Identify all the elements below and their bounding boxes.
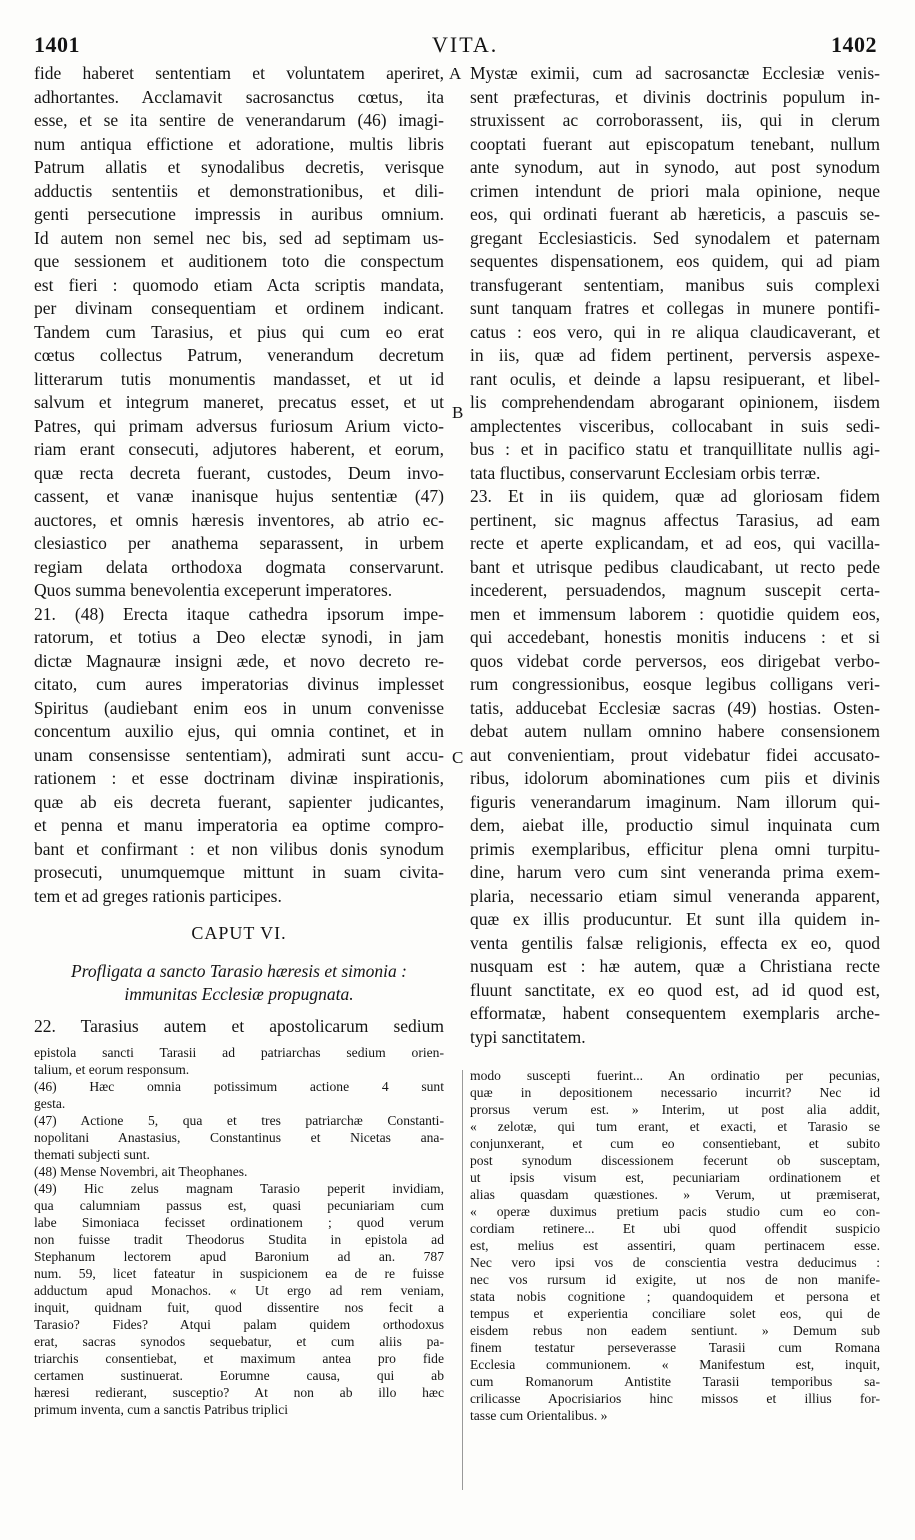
text-line: ante synodum, aut in synodo, aut post synodum xyxy=(470,157,880,177)
footnote-line: Tarasio? Fides? Atqui palam quidem orthodoxus xyxy=(34,1317,444,1332)
footnote-line: gesta. xyxy=(34,1096,66,1111)
running-title: VITA. xyxy=(432,32,499,57)
text-line: riam erant consecuti, adjutores haberent, et eorum, xyxy=(34,439,444,459)
text-line: regiam delata orthodoxa dogmata conservarunt. xyxy=(34,556,444,577)
text-line: catus : eos vero, qui in re aliqua claudicaverant, et xyxy=(470,321,880,342)
footnote-line: conjunxerant, et cum eo consentiebant, et subito xyxy=(470,1136,880,1151)
text-line: eos, qui ordinati fuerant ab hæreticis, a pascuis se- xyxy=(470,204,880,224)
footnote-line: prorsus verum est. » Interim, ut post alia addit, xyxy=(470,1102,880,1117)
text-line: Patrum allatis et synodalibus decretis, verisque xyxy=(34,157,444,177)
text-line: que sessionem et auditionem toto die conspectum xyxy=(34,251,444,271)
text-line: Mystæ eximii, cum ad sacrosanctæ Ecclesiæ venis- xyxy=(470,63,880,83)
page-number-right: 1402 xyxy=(831,32,877,57)
text-line: adductis sententiis et demonstrationibus, et dili- xyxy=(34,180,444,201)
text-line: Spiritus (audiebant enim eos in unum convenisse xyxy=(34,697,444,718)
text-line: citato, cum aures imperatorias divinus implesset xyxy=(34,674,444,694)
footnote-line: nopolitani Anastasius, Constantinus et Nicetas ana- xyxy=(34,1130,444,1145)
text-line: debat autem nullam omnino habere consensionem xyxy=(470,721,880,741)
text-line: unam consensisse sententiam), admirati sunt accu- xyxy=(34,744,444,765)
text-line: quos videbat corde perversos, eos dirigebat verbo- xyxy=(470,650,880,671)
text-line: ratorum, et totius a Deo electæ synodi, in jam xyxy=(34,627,444,647)
text-line: litterarum tutis monumentis mandasset, et ut id xyxy=(34,368,444,389)
footnote-line: crilicasse Apocrisiarios hinc missos et illius for- xyxy=(470,1391,880,1406)
footnote-line: erat, sacras synodos sequebatur, et cum aliis pa- xyxy=(34,1334,444,1349)
text-line: cassent, et vanæ inanisque hujus sententiæ (47) xyxy=(34,486,444,506)
left-footnotes xyxy=(34,1044,444,1418)
text-line: in iis, quæ ad fidem pertinent, perversis aspexe- xyxy=(470,345,880,365)
section-22-opening: 22. Tarasius autem et apostolicarum sedium xyxy=(34,1015,444,1036)
spacer xyxy=(470,1049,880,1067)
text-line: incederent, persuadendos, magnum suscepit certa- xyxy=(470,580,880,600)
text-line: sent præfecturas, et divinis doctrinis populum in- xyxy=(470,86,880,107)
left-column xyxy=(34,62,444,1418)
text-line: et penna et manu imperatoria ea optime compro- xyxy=(34,815,444,835)
text-line: lis comprehendendam abrogarant opinionem, iisdem xyxy=(470,392,880,412)
text-line: bant et confirmant : et non vilibus donis synodum xyxy=(34,838,444,859)
footnote-line: labe Simoniaca fecisset ordinationem ; quod verum xyxy=(34,1215,444,1230)
text-line: concentum auxilio ejus, qui omnia continet, et in xyxy=(34,721,444,741)
text-line: amplectentes visceribus, collocabant in suis sedi- xyxy=(470,415,880,436)
margin-letter-a: A xyxy=(449,64,462,83)
text-line: pertinent, sic magnus affectus Tarasius, ad eam xyxy=(470,509,880,530)
footnote-line: Ecclesia communionem. « Manifestum est, inquit, xyxy=(470,1357,880,1372)
text-line: Id autem non semel nec bis, sed ad septimam us- xyxy=(34,227,444,248)
footnote-line: themati subjecti sunt. xyxy=(34,1147,150,1162)
footnote-line: finem testatur perseverasse Tarasii cum Romana xyxy=(470,1340,880,1355)
text-line: ribus, idolorum abominationes cum piis et divinis xyxy=(470,768,880,788)
footnote-line: tasse cum Orientalibus. » xyxy=(470,1408,608,1423)
text-line: transfugerant sententiam, manibus suis complexi xyxy=(470,274,880,295)
spacer xyxy=(34,946,444,960)
footnote-line: post synodum discessionem fecerunt ob susceptam, xyxy=(470,1153,880,1168)
text-line: quæ recta decreta fuerant, custodes, Deum invo- xyxy=(34,462,444,483)
text-line: tem et ad greges rationis participes. xyxy=(34,885,282,906)
chapter-summary-line: immunitas Ecclesiæ propugnata. xyxy=(124,984,354,1004)
margin-letter-c: C xyxy=(452,748,464,767)
text-line: dine, harum vero cum sint veneranda prima exem- xyxy=(470,862,880,882)
footnote-line: « zelotæ, qui tum erant, et exacti, et Tarasio se xyxy=(470,1119,880,1134)
text-line: adhortantes. Acclamavit sacrosanctus cœtus, ita xyxy=(34,86,444,107)
chapter-summary-line: Profligata a sancto Tarasio hæresis et simonia : xyxy=(71,960,407,981)
text-line: fide haberet sententiam et voluntatem aperiret, xyxy=(34,63,444,83)
text-line: sequentes dispensationem, eos quidem, qui ad piam xyxy=(470,251,880,271)
text-line: dictæ Magnauræ insigni æde, et novo decreto re- xyxy=(34,650,444,671)
footnote-line: (47) Actione 5, qua et tres patriarchæ Constanti- xyxy=(34,1113,444,1128)
text-line: struxissent ac corroborassent, iis, qui in clerum xyxy=(470,110,880,130)
footnote-line: talium, et eorum responsum. xyxy=(34,1062,190,1077)
footnote-line: certamen sustinuerat. Eorumne causa, qui ab xyxy=(34,1368,444,1383)
text-line: Quos summa benevolentia exceperunt imperatores. xyxy=(34,580,393,600)
footnote-line: ut ipsis visum est, pecuniariam ordinationem et xyxy=(470,1170,880,1185)
footnote-line: stata nobis cognitione ; quandoquidem et persona et xyxy=(470,1289,880,1304)
footnote-line: « operæ duximus pretium pacis studio cum eo con- xyxy=(470,1204,880,1219)
text-line: salvum et integrum maneret, precatus esset, et ut xyxy=(34,392,444,412)
text-line: sunt tanquam fratres et collegas in munere pontifi- xyxy=(470,298,880,318)
footnote-line: eisdem rebus non eadem sentiunt. » Demum sub xyxy=(470,1323,880,1338)
footnote-line: non fuisse tradit Theodorus Studita in epistola ad xyxy=(34,1232,444,1247)
footnote-line: quæ in depositionem necessario incurrit? Nec id xyxy=(470,1085,880,1100)
footnote-line: (48) Mense Novembri, ait Theophanes. xyxy=(34,1164,248,1179)
page-number-left: 1401 xyxy=(34,32,80,57)
chapter-title: CAPUT VI. xyxy=(191,923,287,943)
text-line: bant et utrisque pedibus claudicabant, ut recto pede xyxy=(470,556,880,577)
footnote-line: hæresi redierant, susceptio? At non ab illo hæc xyxy=(34,1385,444,1400)
text-line: esse, et se ita sentire de venerandarum (46) imagi- xyxy=(34,110,444,130)
text-line: aut convenientiam, prout videbatur fidei accusato- xyxy=(470,744,880,765)
text-line: figuris venerandarum imaginum. Nam illorum qui- xyxy=(470,791,880,812)
footnote-line: inquit, quidnam fuit, quod dissentire nos fecit a xyxy=(34,1300,444,1315)
footnote-line: (46) Hæc omnia potissimum actione 4 sunt xyxy=(34,1079,444,1094)
text-line: typi sanctitatem. xyxy=(470,1026,586,1047)
text-line: tata fluctibus, conservarunt Ecclesiam orbis terræ. xyxy=(470,462,821,483)
footnote-line: cum Romanorum Antistite Tarasii temporibus sa- xyxy=(470,1374,880,1389)
text-line: rum congressionibus, eosque legibus colligans veri- xyxy=(470,674,880,694)
text-line: clesiastico per anathema separassent, in urbem xyxy=(34,533,444,553)
text-line: fluunt sanctitate, ex eo quod est, ad id quod est, xyxy=(470,979,880,1000)
text-line: genti persecutione impressis in auribus omnium. xyxy=(34,204,444,224)
text-line: prosecuti, unumquemque mittunt in suam civita- xyxy=(34,862,444,882)
footnote-line: est, melius est assentiri, quam pertinacem esse. xyxy=(470,1238,880,1253)
text-line: primis exemplaribus, efficitur plena omni turpitu- xyxy=(470,838,880,859)
text-line: quæ ab eis decreta fuerant, sapienter judicantes, xyxy=(34,791,444,812)
margin-letter-b: B xyxy=(452,403,464,422)
spacer xyxy=(34,908,444,922)
footnote-line: Stephanum lectorem apud Baronium ad an. 787 xyxy=(34,1249,444,1264)
text-line: bus : et in pacifico statu et tranquillitate nullis agi- xyxy=(470,439,880,459)
footnote-line: (49) Hic zelus magnam Tarasio peperit invidiam, xyxy=(34,1181,444,1196)
text-line: dem, aiebat ille, productio simul inquinata cum xyxy=(470,815,880,835)
right-footnotes xyxy=(470,1067,880,1424)
text-line: qui accedebant, honestis monitis inducens : et si xyxy=(470,627,880,647)
spacer xyxy=(34,1007,444,1015)
footnote-line: nec vos rursum id exigite, ut nos de non manife- xyxy=(470,1272,880,1287)
footnote-line: qua calumniam passus est, quasi pecuniariam cum xyxy=(34,1198,444,1213)
text-line: quæ ex illis producuntur. Et sunt illa quidem in- xyxy=(470,909,880,929)
text-line: cooptati fuerant aut episcopatum tenebant, nullum xyxy=(470,133,880,154)
text-line: num antiqua effictione et adoratione, multis libris xyxy=(34,133,444,154)
footnote-line: Nec vero ipsi vos de conscientia vestra deducimus : xyxy=(470,1255,880,1270)
left-body-text xyxy=(34,62,444,908)
footnote-line: primum inventa, cum a sanctis Patribus triplici xyxy=(34,1402,289,1417)
text-line: 21. (48) Erecta itaque cathedra ipsorum impe- xyxy=(34,603,444,624)
text-line: gregant Ecclesiasticis. Sed synodalem et paternam xyxy=(470,227,880,248)
footnote-line: num. 59, licet fateatur in suspicionem ea de re fuisse xyxy=(34,1266,444,1281)
text-line: rationem : et esse doctrinam divinæ inspirationis, xyxy=(34,768,444,788)
footnote-column-divider xyxy=(462,1070,463,1490)
text-line: men et immensum laborem : quotidie quidem eos, xyxy=(470,603,880,624)
footnote-line: adductum apud Monachos. « Ut ergo ad rem veniam, xyxy=(34,1283,444,1298)
footnote-line: triarchis consentiebat, et maximum antea pro fide xyxy=(34,1351,444,1366)
text-line: plaria, necessario etiam simul veneranda apparent, xyxy=(470,885,880,906)
footnote-line: modo suscepti fuerint... An ordinatio per pecunias, xyxy=(470,1068,880,1083)
text-line: per divinam consequentiam et ordinem indicant. xyxy=(34,298,444,318)
text-line: venta gentilis falsæ religionis, effecta ex eo, quod xyxy=(470,932,880,953)
text-line: crimen intendunt de priori mala opinione, neque xyxy=(470,180,880,201)
footnote-line: tempus et experientia conciliare solet eos, qui de xyxy=(470,1306,880,1321)
text-line: auctores, et omnis hæresis inventores, ab atrio ec- xyxy=(34,509,444,530)
text-line: cœtus collectus Patrum, venerandum decretum xyxy=(34,345,444,365)
text-line: Tandem cum Tarasius, et pius qui cum eo erat xyxy=(34,321,444,342)
text-line: est fieri : quomodo etiam Acta scriptis mandata, xyxy=(34,274,444,295)
text-line: 23. Et in iis quidem, quæ ad gloriosam fidem xyxy=(470,486,880,506)
right-column xyxy=(470,62,880,1424)
text-line: Patres, qui primam adversus furiosum Arium victo- xyxy=(34,415,444,436)
text-line: rant oculis, et deinde a lapsu resipuerant, et libel- xyxy=(470,368,880,389)
text-line: recte et aperte explicandam, et ad eos, qui vacilla- xyxy=(470,533,880,553)
text-line: nusquam est : hæ autem, quæ a Christiana recte xyxy=(470,956,880,976)
footnote-line: alias quasdam quæstiones. » Verum, ut præmiserat, xyxy=(470,1187,880,1202)
footnote-line: cordiam retinere... Et ubi quod offendit suspicio xyxy=(470,1221,880,1236)
text-line: efformatæ, habent consequentem exemplaris arche- xyxy=(470,1003,880,1023)
text-line: tatis, adducebat Ecclesiæ sacras (49) hostias. Osten- xyxy=(470,697,880,718)
footnote-line: epistola sancti Tarasii ad patriarchas sedium orien- xyxy=(34,1045,444,1060)
right-body-text xyxy=(470,62,880,1049)
